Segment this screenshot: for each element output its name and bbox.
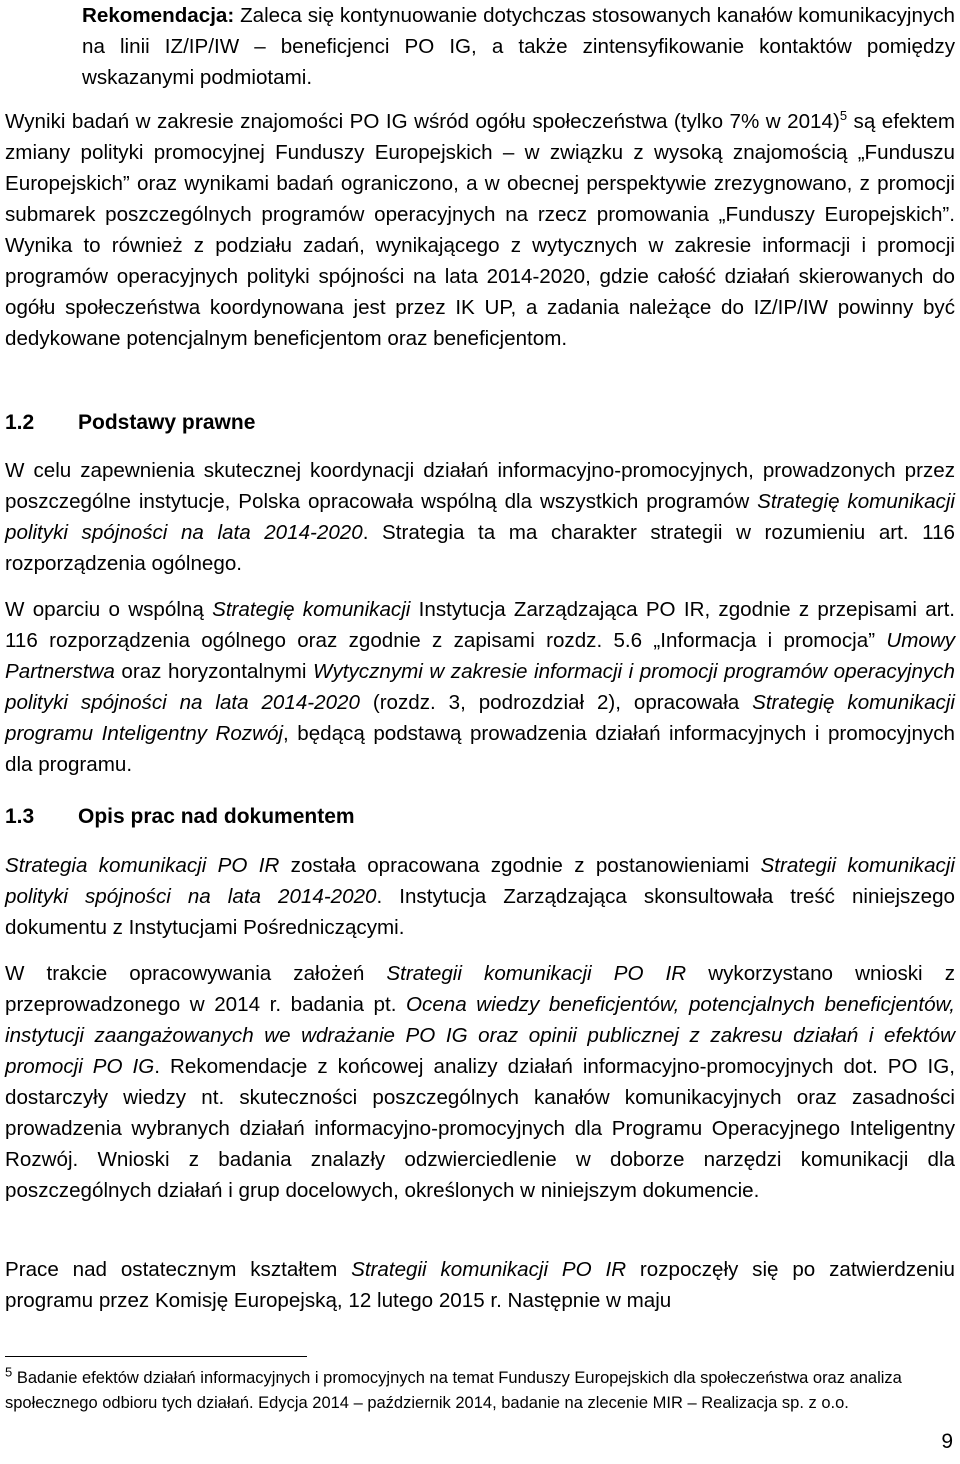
text-run: , będącą podstawą prowadzenia działań informacyjnych i promocyjnych dla programu.	[5, 722, 956, 776]
text-run: oraz horyzontalnymi	[114, 660, 314, 683]
text-run: Wyniki badań w zakresie znajomości PO IG wśród ogółu społeczeństwa (tylko 7% w 2014)	[5, 110, 840, 133]
text-run: są efektem zmiany polityki promocyjnej Funduszy Europejskich – w związku z wysoką znajomością „Funduszu Europejskich” oraz wynikami badań ograniczono, a w obecnej perspektywie zrezygnowano, z promocji submarek poszczególnych programów operacyjnych na rzecz promowania „Funduszy Europejskich”. Wynika to również z podziału zadań, wynikającego z wytycznych w zakresie informacji i promocji programów operacyjnych polityki spójności na lata 2014-2020, gdzie całość działań skierowanych do ogółu społeczeństwa koordynowana jest przez IK UP, a zadania należące do IZ/IP/IW powinny być dedykowane potencjalnym beneficjentom oraz beneficjentom.	[5, 110, 955, 350]
section-number: 1.2	[5, 411, 35, 434]
footnote	[5, 1366, 925, 1416]
recommendation-text: Zaleca się kontynuowanie dotychczas stosowanych kanałów komunikacyjnych na linii IZ/IP/IW – beneficjenci PO IG, a także zintensyfikowanie kontaktów pomiędzy wskazanymi podmiotami.	[82, 4, 955, 89]
italic-run: Wytycznymi w zakresie informacji i promocji programów operacyjnych polityki spójności na lata 2014-2020	[5, 660, 955, 714]
section-title: Podstawy prawne	[78, 411, 256, 434]
paragraph-document-work-2	[5, 958, 955, 1206]
text-run: . Strategia ta ma charakter strategii w rozumieniu art. 116 rozporządzenia ogólnego.	[5, 521, 955, 575]
recommendation-label: Rekomendacja:	[82, 4, 235, 27]
text-run: W trakcie opracowywania założeń	[5, 962, 387, 985]
italic-run: Strategię komunikacji polityki spójności na lata 2014-2020	[5, 490, 955, 544]
paragraph-legal-basis-1	[5, 455, 955, 579]
footnote-ref[interactable]: 5	[839, 108, 848, 124]
paragraph-survey-results	[5, 106, 955, 354]
section-title: Opis prac nad dokumentem	[78, 805, 355, 828]
text-run: W celu zapewnienia skutecznej koordynacji działań informacyjno-promocyjnych, prowadzonych przez poszczególne instytucje, Polska opracowała wspólną dla wszystkich programów	[5, 459, 955, 513]
italic-run: Umowy Partnerstwa	[5, 629, 955, 683]
footnote-text: Badanie efektów działań informacyjnych i promocyjnych na temat Funduszy Europejskich dla społeczeństwa oraz analiza społecznego odbioru tych działań. Edycja 2014 – październik 2014, badanie na zlecenie MIR – Realizacja sp. z o.o.	[5, 1369, 902, 1412]
paragraph-document-work-1	[5, 850, 955, 943]
italic-run: Strategii komunikacji PO IR	[386, 962, 687, 985]
paragraph-document-work-3	[5, 1254, 955, 1316]
footnote-separator	[5, 1356, 307, 1357]
italic-run: Strategię komunikacji	[212, 598, 411, 621]
text-run: rozpoczęły się po zatwierdzeniu programu przez Komisję Europejską, 12 lutego 2015 r. Następnie w maju	[5, 1258, 956, 1312]
text-run: W oparciu o wspólną	[5, 598, 213, 621]
text-run: . Instytucja Zarządzająca skonsultowała treść niniejszego dokumentu z Instytucjami Pośredniczącymi.	[5, 885, 955, 939]
italic-run: Strategii komunikacji polityki spójności na lata 2014-2020	[5, 854, 955, 908]
italic-run: Strategii komunikacji PO IR	[351, 1258, 627, 1281]
text-run: . Rekomendacje z końcowej analizy działań informacyjno-promocyjnych dot. PO IG, dostarczyły wiedzy nt. skuteczności poszczególnych kanałów komunikacyjnych oraz zasadności prowadzenia wybranych działań informacyjno-promocyjnych dla Programu Operacyjnego Inteligentny Rozwój. Wnioski z badania znalazły odzwierciedlenie w doborze narzędzi komunikacji dla poszczególnych działań i grup docelowych, określonych w niniejszym dokumencie.	[5, 1055, 955, 1202]
recommendation-paragraph	[82, 0, 955, 93]
italic-run: Strategię komunikacji programu Inteligentny Rozwój	[5, 691, 955, 745]
text-run: została opracowana zgodnie z postanowieniami	[279, 854, 761, 877]
paragraph-legal-basis-2	[5, 594, 955, 780]
footnote-number: 5	[5, 1364, 13, 1380]
text-run: Instytucja Zarządzająca PO IR, zgodnie z przepisami art. 116 rozporządzenia ogólnego oraz zgodnie z zapisami rozdz. 5.6 „Informacja i promocja”	[5, 598, 956, 652]
section-heading-1-3	[5, 801, 355, 832]
page-number: 9	[941, 1430, 953, 1453]
section-heading-1-2	[5, 407, 255, 438]
italic-run: Ocena wiedzy beneficjentów, potencjalnych beneficjentów, instytucji zaangażowanych we wdrażanie PO IG oraz opinii publicznej z zakresu działań i efektów promocji PO IG	[5, 993, 955, 1078]
text-run: wykorzystano wnioski z przeprowadzonego w 2014 r. badania pt.	[5, 962, 956, 1016]
italic-run: Strategia komunikacji PO IR	[5, 854, 280, 877]
text-run: (rozdz. 3, podrozdział 2), opracowała	[359, 691, 753, 714]
section-number: 1.3	[5, 805, 35, 828]
text-run: Prace nad ostatecznym kształtem	[5, 1258, 352, 1281]
